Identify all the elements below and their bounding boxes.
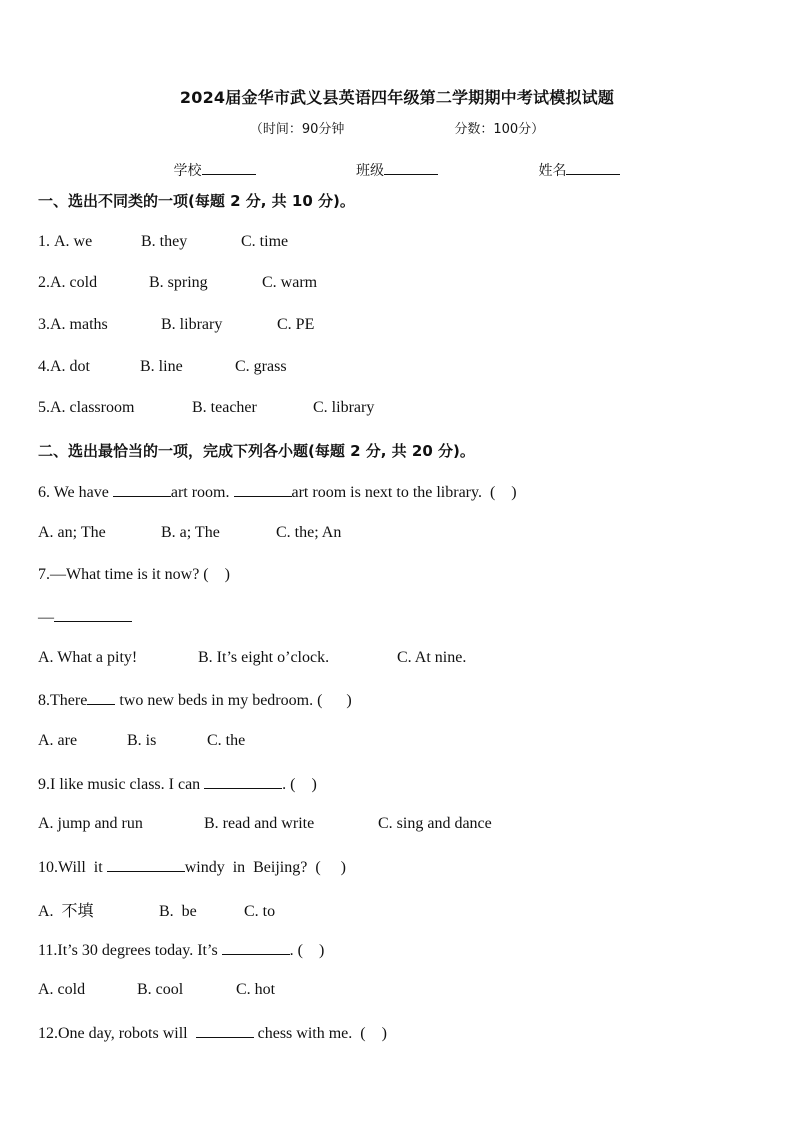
- option-a: A. cold: [38, 981, 86, 998]
- option-b: B. is: [127, 732, 157, 749]
- answer-blank[interactable]: [54, 607, 132, 622]
- answer-blank[interactable]: [204, 774, 282, 789]
- exam-meta: [0, 118, 794, 137]
- time-limit: （时间：90分钟: [249, 122, 345, 137]
- option-a: A. are: [38, 732, 78, 749]
- option-a: A. we: [54, 233, 93, 250]
- option-b: B. a; The: [161, 524, 220, 541]
- question-7-answer: —: [38, 607, 132, 627]
- option-c: C. At nine.: [397, 649, 467, 666]
- option-b: B. It’s eight o’clock.: [198, 649, 330, 666]
- question-6-options: [38, 524, 341, 542]
- question-8: 8.There two new beds in my bedroom. ( ): [38, 692, 352, 709]
- option-a: A. What a pity!: [38, 649, 138, 666]
- school-label: 学校: [173, 163, 202, 179]
- page-title: 2024届金华市武义县英语四年级第二学期期中考试模拟试题: [179, 88, 615, 107]
- option-b: B. read and write: [204, 815, 315, 832]
- school-blank[interactable]: [202, 160, 256, 175]
- option-c: C. grass: [235, 358, 287, 375]
- question-7: 7.—What time is it now? ( ): [38, 566, 230, 583]
- answer-blank[interactable]: [196, 1023, 254, 1038]
- option-b: B. library: [161, 316, 223, 333]
- section-2-heading: 二、选出最恰当的一项，完成下列各小题(每题 2 分, 共 20 分)。: [38, 442, 475, 460]
- option-a: A. 不填: [38, 903, 94, 920]
- name-label: 姓名: [538, 163, 567, 179]
- name-blank[interactable]: [566, 160, 620, 175]
- answer-blank[interactable]: [234, 482, 292, 497]
- question-7-options: [38, 649, 466, 667]
- answer-blank[interactable]: [107, 857, 185, 872]
- answer-blank[interactable]: [87, 690, 115, 705]
- question-11: 11.It’s 30 degrees today. It’s . ( ): [38, 942, 325, 959]
- student-info: [0, 160, 794, 180]
- option-b: B. cool: [137, 981, 184, 998]
- option-c: C. the: [207, 732, 246, 749]
- option-a: A. dot: [50, 358, 90, 375]
- option-a: A. cold: [50, 274, 98, 291]
- question-3: 3.A. maths B. library C. PE: [38, 316, 315, 333]
- question-11-options: [38, 981, 275, 999]
- question-5: 5.A. classroom B. teacher C. library: [38, 399, 375, 416]
- question-1: 1. A. we B. they C. time: [38, 233, 289, 250]
- name-field: [538, 160, 620, 180]
- option-b: B. they: [141, 233, 188, 250]
- section-1-heading: 一、选出不同类的一项(每题 2 分, 共 10 分)。: [38, 192, 355, 210]
- option-b: B. spring: [149, 274, 208, 291]
- school-field: [174, 160, 256, 180]
- option-a: A. classroom: [50, 399, 135, 416]
- class-label: 班级: [356, 163, 384, 179]
- option-c: C. sing and dance: [378, 815, 492, 832]
- option-a: A. jump and run: [38, 815, 143, 832]
- option-c: C. warm: [262, 274, 318, 291]
- class-blank[interactable]: [384, 160, 438, 175]
- option-c: C. library: [313, 399, 375, 416]
- answer-blank[interactable]: [113, 482, 171, 497]
- question-10: 10.Will it windy in Beijing? ( ): [38, 859, 346, 876]
- question-10-options: [38, 898, 275, 921]
- option-a: A. maths: [50, 316, 108, 333]
- option-c: C. to: [244, 903, 276, 920]
- option-a: A. an; The: [38, 524, 106, 541]
- question-9-options: [38, 815, 492, 833]
- question-6: 6. We have art room. art room is next to the library. ( ): [38, 484, 517, 501]
- option-c: C. PE: [277, 316, 315, 333]
- total-score: 分数：100分）: [454, 122, 545, 137]
- question-2: 2.A. cold B. spring C. warm: [38, 274, 318, 291]
- question-12: 12.One day, robots will chess with me. ( ): [38, 1025, 387, 1042]
- answer-blank[interactable]: [222, 940, 290, 955]
- question-9: 9.I like music class. I can . ( ): [38, 776, 317, 793]
- option-c: C. the; An: [276, 524, 342, 541]
- option-c: C. time: [241, 233, 289, 250]
- question-8-options: [38, 732, 245, 750]
- class-field: [356, 160, 438, 180]
- option-b: B. teacher: [192, 399, 257, 416]
- option-c: C. hot: [236, 981, 276, 998]
- option-b: B. line: [140, 358, 183, 375]
- question-4: 4.A. dot B. line C. grass: [38, 358, 287, 375]
- option-b: B. be: [159, 903, 197, 920]
